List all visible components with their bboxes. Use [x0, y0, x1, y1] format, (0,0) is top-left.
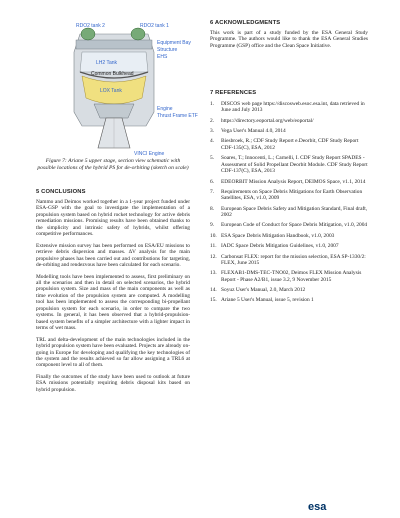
- rdo2-tank-2-shape: [81, 28, 95, 40]
- reference-item: 1. DISCOS web page https://discosweb.esoc.esa.int, data retrieved in June and July 2013: [210, 101, 365, 114]
- ariane5-upper-stage-figure: [36, 22, 198, 158]
- label-rdo2-tank-2: RDO2 tank 2: [76, 23, 105, 29]
- reference-item: 15. Ariane 5 User's Manual, issue 5, revision 1: [210, 297, 314, 304]
- label-lox-tank: LOX Tank: [100, 88, 122, 94]
- conclusions-paragraph: Extensive mission survey has been performed on ESA/EU missions to retrieve debris dispersion and masses. ΔV analysis for the main propulsive phases has been carried out and contributions for targeting, de-orbiting and rendezvous have been calculated for each scenario.: [36, 242, 190, 269]
- reference-item: 3. Vega User's Manual 4.0, 2014: [210, 128, 286, 135]
- reference-item: 14. Soyuz User's Manual, 2.0, March 2012: [210, 287, 306, 294]
- conclusions-paragraph: Nammo and Deimos worked together in a 1-year project funded under ESA-GSP with the goal to investigate the implementation of a propulsion system based on hybrid rocket technology for active debris remediation missions. Promising results have been obtained thanks to the simplicity and intrinsic safety of hybrids, whilst offering competitive performances.: [36, 199, 190, 238]
- conclusions-heading: 5 CONCLUSIONS: [36, 189, 86, 195]
- svg-text:esa: esa: [308, 501, 327, 513]
- conclusions-paragraph: Finally the outcomes of the study have been used to outlook at future ESA missions potentially requiring debris disposal kits based on hybrid propulsion.: [36, 373, 190, 393]
- conclusions-section: [36, 189, 190, 398]
- label-ehs: EHS: [157, 54, 168, 60]
- esa-logo: [306, 500, 346, 512]
- conclusions-paragraph: TRL and delta-development of the main technologies included in the hybrid propulsion system have been evaluated. Projects are already on-going in Europe for developing and qualifying the key technologies of the system and the results achieved so far allow assigning a TRL6 at component level to all of them.: [36, 336, 190, 369]
- reference-item: 10. ESA Space Debris Mitigation Handbook, v1.0, 2003: [210, 232, 335, 239]
- reference-item: 13. FLEXAB1-DMS-TEC-TNO02, Deimos FLEX Mission Analysis Report - Phase A2/B1, issue 3.2, 9 November 2015: [210, 270, 362, 283]
- label-structure: Structure: [157, 47, 178, 53]
- equipment-bay-band: [76, 40, 152, 49]
- reference-item: 9. European Code of Conduct for Space Debris Mitigation, v1.0, 2004: [210, 222, 368, 229]
- label-rdo2-tank-1: RDO2 tank 1: [140, 23, 169, 29]
- acknowledgments-section: [210, 20, 368, 54]
- reference-item: 8. European Space Debris Safety and Mitigation Standard, Final draft, 2002: [210, 205, 368, 219]
- label-thrust-frame: Thrust Frame ETF: [157, 113, 198, 119]
- references-heading: 7 REFERENCES: [210, 90, 257, 96]
- label-engine: Engine: [157, 106, 173, 112]
- reference-item: 6. EDEORBIT Mission Analysis Report, DEIMOS Space, v1.1, 2014: [210, 178, 366, 185]
- figure-caption: Figure 7: Ariane 5 upper stage, section view schematic with possible locations of the hybrid PS for de-orbiting (sketch on scale): [37, 158, 189, 171]
- references-section: [210, 90, 368, 308]
- label-common-bulkhead: Common Bulkhead: [91, 71, 134, 77]
- label-equipment-bay: Equipment Bay: [157, 40, 191, 46]
- reference-item: 5. Soares, T.; Innocenti, L.; Carnelli, I. CDF Study Report SPADES - Assessment of Solid Propellant Deorbit Module. CDF Study Report CDF-137(C), ESA, 2013: [210, 155, 368, 175]
- reference-item: 7. Requirements on Space Debris Mitigations for Earth Observation Satellites, ESA, v1.0, 2009: [210, 188, 363, 202]
- acknowledgments-heading: 6 ACKNOWLEDGMENTS: [210, 20, 281, 26]
- reference-item: 2. https://directory.eoportal.org/web/eoportal/: [210, 117, 314, 124]
- conclusions-paragraph: Modelling tools have been implemented to assess, first preliminary on all the scenarios and then in detail on selected scenarios, the hybrid propulsion system. Size and mass of the main components as well as time evolution of the propulsion system are computed. A modelling tool has been implemented to assess the corresponding bi-propellant propulsion system for each scenario, in order to compare the two systems. In general, it has been observed that a hybrid-propulsion-based system benefits of a simpler architecture with a lighter impact in terms of wet mass.: [36, 273, 190, 332]
- acknowledgments-text: This work is part of a study funded by the ESA General Study Programme. The authors would like to thank the ESA General Studies Programme (GSP) office and the Clean Space Initiative.: [210, 30, 368, 49]
- reference-item: 12. Carbonsat FLEX: report for the mission selection, ESA SP-1330/2: FLEX, June 2015: [210, 253, 366, 266]
- thrust-frame-shape: [94, 104, 134, 118]
- label-vinci-engine: VINCI Engine: [134, 151, 165, 157]
- label-lh2-tank: LH2 Tank: [96, 60, 118, 66]
- reference-item: 4. Biesbroek, R.; CDF Study Report e.Deorbit, CDF Study Report CDF-135(C), ESA, 2012: [210, 138, 359, 151]
- reference-item: 11. IADC Space Debris Mitigation Guidelines, v1.0, 2007: [210, 243, 339, 250]
- rdo2-tank-1-shape: [131, 28, 145, 40]
